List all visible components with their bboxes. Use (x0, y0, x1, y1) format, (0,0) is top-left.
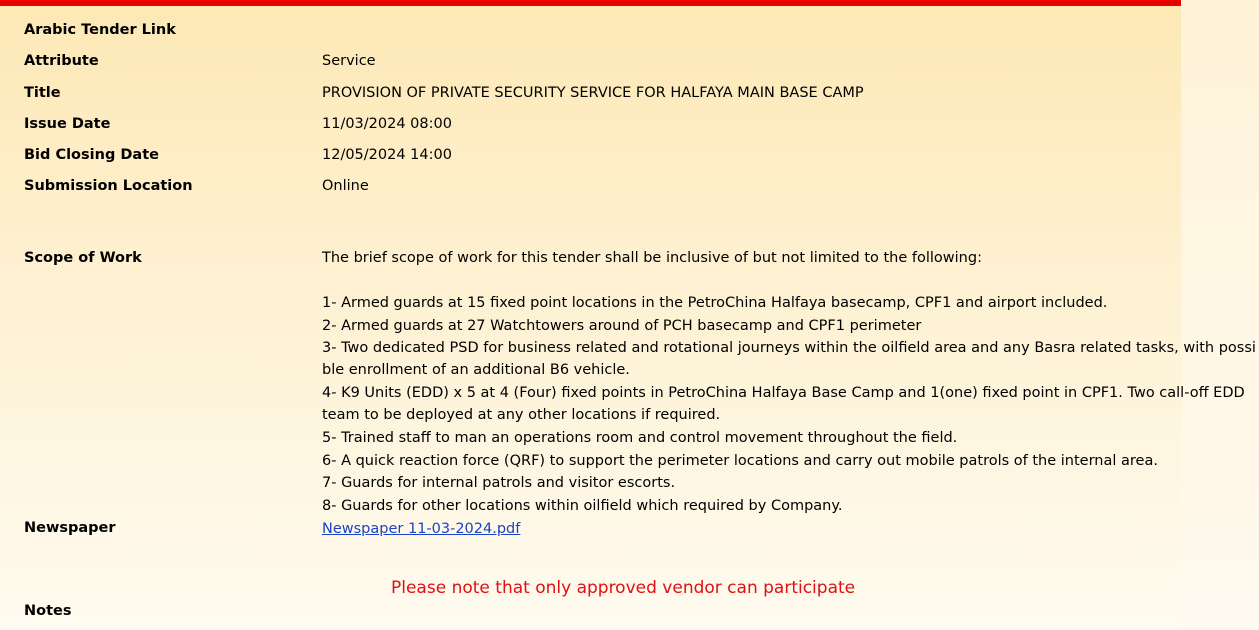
arabic-tender-link-label: Arabic Tender Link (24, 22, 176, 38)
scope-line: 4- K9 Units (EDD) x 5 at 4 (Four) fixed points in PetroChina Halfaya Base Camp and 1(one) fixed point in CPF1. Two call-off EDD (322, 385, 1245, 401)
scope-line: 8- Guards for other locations within oilfield which required by Company. (322, 498, 843, 514)
newspaper-pdf-link[interactable]: Newspaper 11-03-2024.pdf (322, 521, 521, 537)
attribute-label: Attribute (24, 53, 99, 69)
scope-line: ble enrollment of an additional B6 vehicle. (322, 362, 630, 378)
scope-line: 7- Guards for internal patrols and visitor escorts. (322, 475, 676, 491)
scope-line: 3- Two dedicated PSD for business related and rotational journeys within the oilfield area and any Basra related tasks, with possi (322, 340, 1256, 356)
approved-vendor-notice: Please note that only approved vendor can participate (391, 578, 856, 598)
newspaper-label: Newspaper (24, 520, 116, 536)
attribute-value: Service (322, 53, 376, 69)
scope-line: 5- Trained staff to man an operations room and control movement throughout the field. (322, 430, 958, 446)
issue-date-label: Issue Date (24, 116, 111, 132)
scope-of-work-label: Scope of Work (24, 250, 142, 266)
submission-location-label: Submission Location (24, 178, 193, 194)
title-value: PROVISION OF PRIVATE SECURITY SERVICE FOR HALFAYA MAIN BASE CAMP (322, 85, 864, 101)
scope-line: 1- Armed guards at 15 fixed point locations in the PetroChina Halfaya basecamp, CPF1 and airport included. (322, 295, 1108, 311)
scope-line: 2- Armed guards at 27 Watchtowers around of PCH basecamp and CPF1 perimeter (322, 318, 922, 334)
issue-date-value: 11/03/2024 08:00 (322, 116, 452, 132)
scope-line: 6- A quick reaction force (QRF) to support the perimeter locations and carry out mobile patrols of the internal area. (322, 453, 1158, 469)
right-margin (1181, 0, 1259, 630)
bid-closing-date-label: Bid Closing Date (24, 147, 159, 163)
notes-label: Notes (24, 603, 72, 619)
submission-location-value: Online (322, 178, 369, 194)
bid-closing-date-value: 12/05/2024 14:00 (322, 147, 452, 163)
scope-line: team to be deployed at any other locations if required. (322, 407, 721, 423)
top-red-bar (0, 0, 1181, 6)
scope-line: The brief scope of work for this tender shall be inclusive of but not limited to the following: (322, 250, 982, 266)
title-label: Title (24, 85, 61, 101)
